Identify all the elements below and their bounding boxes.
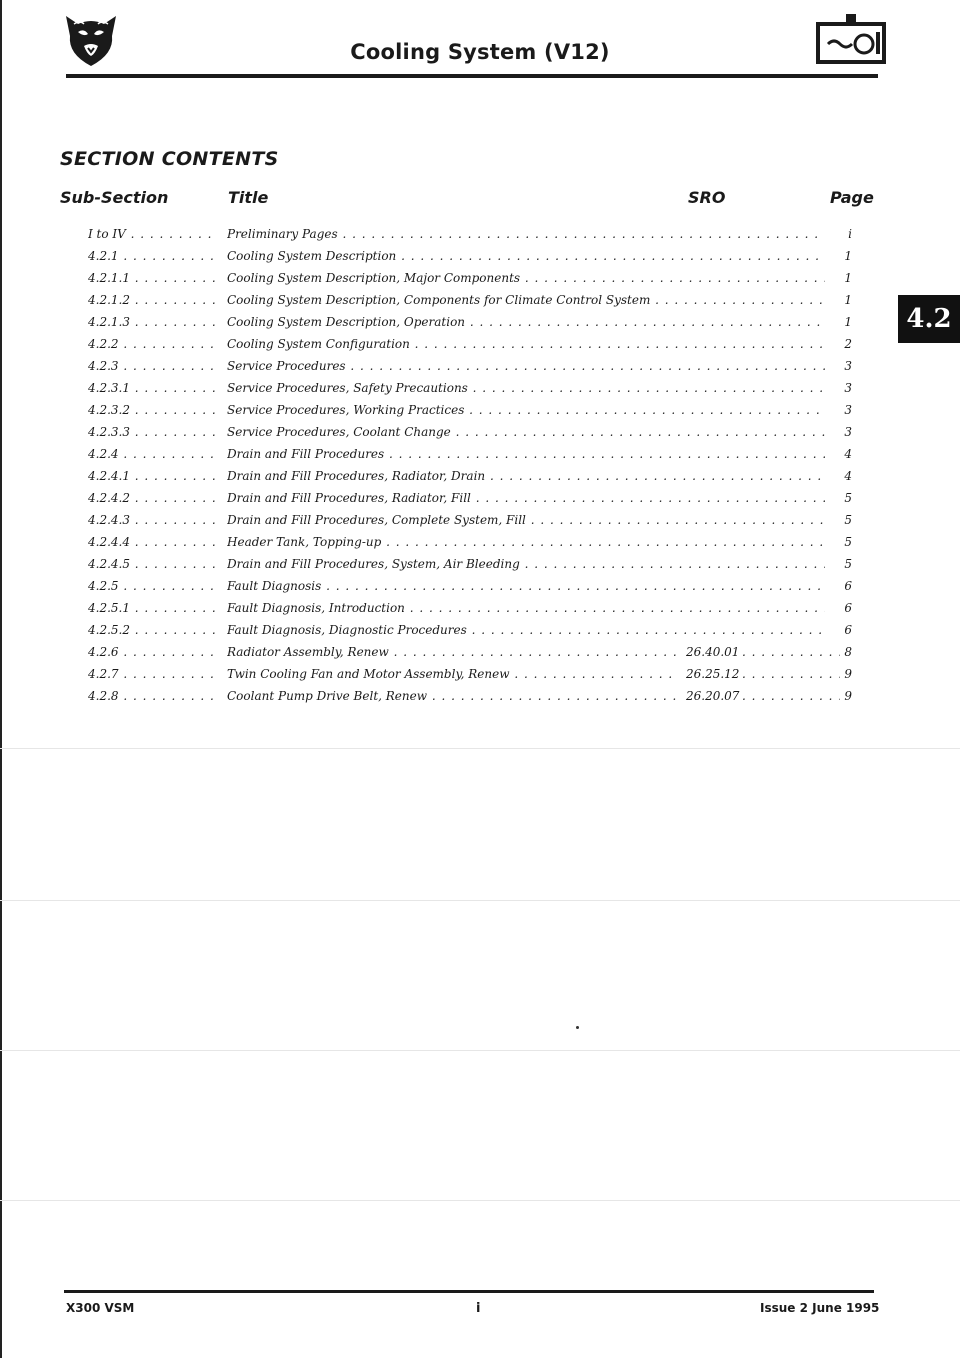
toc-page: 5	[844, 491, 852, 505]
footer-issue: Issue 2 June 1995	[760, 1301, 880, 1315]
toc-page: i	[848, 227, 852, 241]
toc-title: Fault Diagnosis, Introduction . . .	[227, 601, 825, 615]
divider	[0, 900, 960, 901]
toc-row	[88, 491, 852, 513]
toc-row	[88, 315, 852, 337]
toc-page: 1	[844, 249, 852, 263]
toc-page: 5	[844, 535, 852, 549]
column-header-title: Title	[228, 188, 269, 207]
toc-title: Service Procedures, Safety Precautions . . .	[227, 381, 825, 395]
toc-row	[88, 249, 852, 271]
toc-title: Twin Cooling Fan and Motor Assembly, Renew . . .	[227, 667, 679, 681]
toc-row	[88, 535, 852, 557]
toc-title: Drain and Fill Procedures, Radiator, Drain . . .	[227, 469, 825, 483]
toc-title: Cooling System Description . . .	[227, 249, 825, 263]
toc-row	[88, 359, 852, 381]
toc-title: Drain and Fill Procedures . . .	[227, 447, 825, 461]
toc-sub-section: 4.2.3 . . .	[88, 359, 215, 373]
toc-row	[88, 645, 852, 667]
toc-row	[88, 469, 852, 491]
header-rule	[66, 74, 878, 78]
footer-doc-code: X300 VSM	[66, 1301, 135, 1315]
toc-sub-section: 4.2.5.2 . . .	[88, 623, 215, 637]
scan-speck	[576, 1026, 579, 1029]
toc-title: Service Procedures, Working Practices . . .	[227, 403, 825, 417]
toc-row	[88, 601, 852, 623]
toc-row	[88, 557, 852, 579]
toc-title: Drain and Fill Procedures, Complete System, Fill . . .	[227, 513, 825, 527]
toc-page: 9	[844, 667, 852, 681]
toc-sub-section: 4.2.5.1 . . .	[88, 601, 215, 615]
toc-sub-section: 4.2.1.2 . . .	[88, 293, 215, 307]
toc-title: Preliminary Pages . . .	[227, 227, 825, 241]
toc-row	[88, 293, 852, 315]
toc-sub-section: 4.2.4.3 . . .	[88, 513, 215, 527]
toc-row	[88, 227, 852, 249]
toc-row	[88, 579, 852, 601]
toc-title: Drain and Fill Procedures, Radiator, Fill . . .	[227, 491, 825, 505]
toc-sub-section: 4.2.1.1 . . .	[88, 271, 215, 285]
column-header-page: Page	[830, 188, 874, 207]
toc-row	[88, 689, 852, 711]
footer-rule	[64, 1290, 874, 1293]
toc-row	[88, 425, 852, 447]
toc-title: Coolant Pump Drive Belt, Renew . . .	[227, 689, 679, 703]
toc-title: Cooling System Description, Operation . . .	[227, 315, 825, 329]
toc-sub-section: 4.2.1 . . .	[88, 249, 215, 263]
toc-title: Service Procedures . . .	[227, 359, 825, 373]
toc-title: Header Tank, Topping-up . . .	[227, 535, 825, 549]
toc-page: 9	[844, 689, 852, 703]
toc-row	[88, 337, 852, 359]
toc-sub-section: I to IV . . .	[88, 227, 215, 241]
toc-page: 2	[844, 337, 852, 351]
toc-page: 4	[844, 469, 852, 483]
toc-page: 1	[844, 293, 852, 307]
page-edge-bar	[0, 0, 2, 1358]
toc-title: Radiator Assembly, Renew . . .	[227, 645, 679, 659]
toc-row	[88, 513, 852, 535]
toc-sub-section: 4.2.4.4 . . .	[88, 535, 215, 549]
toc-row	[88, 623, 852, 645]
toc-sub-section: 4.2.4 . . .	[88, 447, 215, 461]
toc-sub-section: 4.2.3.1 . . .	[88, 381, 215, 395]
toc-sro: 26.25.12	[686, 667, 740, 681]
toc-page: 5	[844, 557, 852, 571]
toc-title: Service Procedures, Coolant Change . . .	[227, 425, 825, 439]
toc-title: Drain and Fill Procedures, System, Air Bleeding . . .	[227, 557, 825, 571]
footer-page-number: i	[476, 1301, 481, 1316]
toc-title: Cooling System Description, Major Components . . .	[227, 271, 825, 285]
divider	[0, 748, 960, 749]
toc-row	[88, 447, 852, 469]
toc-page: 3	[844, 359, 852, 373]
column-header-sub-section: Sub-Section	[60, 188, 169, 207]
divider	[0, 1200, 960, 1201]
toc-page: 6	[844, 579, 852, 593]
leader-dots	[742, 689, 840, 703]
toc-page: 3	[844, 403, 852, 417]
toc-sub-section: 4.2.4.2 . . .	[88, 491, 215, 505]
toc-page: 5	[844, 513, 852, 527]
toc-title: Fault Diagnosis . . .	[227, 579, 825, 593]
column-header-sro: SRO	[688, 188, 726, 207]
coolant-temperature-icon	[812, 14, 890, 66]
toc-page: 8	[844, 645, 852, 659]
toc-page: 1	[844, 271, 852, 285]
toc-page: 3	[844, 425, 852, 439]
toc-sub-section: 4.2.4.1 . . .	[88, 469, 215, 483]
toc-sub-section: 4.2.2 . . .	[88, 337, 215, 351]
section-heading: SECTION CONTENTS	[60, 148, 279, 170]
toc-sro: 26.20.07	[686, 689, 740, 703]
toc-sro: 26.40.01	[686, 645, 740, 659]
toc-sub-section: 4.2.3.3 . . .	[88, 425, 215, 439]
toc-page: 6	[844, 623, 852, 637]
divider	[0, 1050, 960, 1051]
toc-sub-section: 4.2.7 . . .	[88, 667, 215, 681]
toc-sub-section: 4.2.1.3 . . .	[88, 315, 215, 329]
toc-row	[88, 403, 852, 425]
leader-dots	[742, 645, 840, 659]
toc-row	[88, 667, 852, 689]
toc-page: 6	[844, 601, 852, 615]
toc-sub-section: 4.2.3.2 . . .	[88, 403, 215, 417]
toc-title: Cooling System Configuration . . .	[227, 337, 825, 351]
leader-dots	[742, 667, 840, 681]
toc-row	[88, 271, 852, 293]
toc-sub-section: 4.2.4.5 . . .	[88, 557, 215, 571]
toc-title: Fault Diagnosis, Diagnostic Procedures . . .	[227, 623, 825, 637]
toc-page: 3	[844, 381, 852, 395]
toc-page: 4	[844, 447, 852, 461]
toc-page: 1	[844, 315, 852, 329]
toc-title: Cooling System Description, Components for Climate Control System . . .	[227, 293, 825, 307]
toc-sub-section: 4.2.6 . . .	[88, 645, 215, 659]
toc-sub-section: 4.2.5 . . .	[88, 579, 215, 593]
toc-sub-section: 4.2.8 . . .	[88, 689, 215, 703]
section-tab: 4.2	[898, 295, 960, 343]
toc-row	[88, 381, 852, 403]
page-title: Cooling System (V12)	[350, 40, 610, 64]
